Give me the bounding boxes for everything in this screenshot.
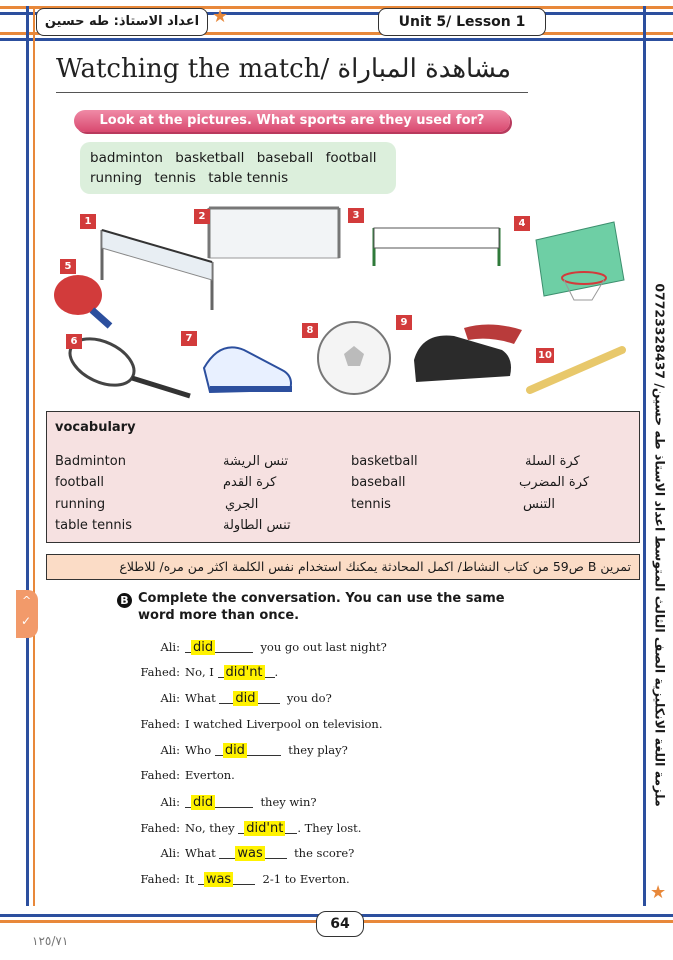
vocab-ar: تنس الريشة: [223, 454, 289, 469]
word: badminton: [90, 150, 163, 166]
vocab-en: table tennis: [55, 518, 133, 533]
speaker: Ali:: [160, 795, 180, 809]
speaker: Ali:: [160, 846, 180, 860]
left-frame-line-inner: [33, 6, 35, 906]
speaker: Fahed:: [140, 665, 180, 679]
basketball-hoop-icon: [536, 222, 624, 300]
picture-number: 7: [181, 331, 197, 346]
line-text: you go out last night?: [260, 640, 387, 654]
page-number: 64: [316, 911, 364, 937]
vocab-ar: كرة المضرب: [519, 475, 590, 490]
title-underline: [56, 92, 528, 93]
left-frame-line: [26, 6, 29, 906]
teacher-label: اعداد الاستاذ: طه حسين: [36, 8, 208, 36]
line-text: What: [185, 691, 216, 705]
picture-number: 8: [302, 323, 318, 338]
star-icon: ★: [212, 6, 229, 27]
vocabulary-heading: vocabulary: [55, 420, 136, 435]
exercise-badge: B: [117, 593, 132, 608]
sidebar: [647, 190, 673, 900]
line-text: No, I: [185, 665, 214, 679]
right-frame-line: [643, 6, 646, 906]
picture-number: 10: [536, 348, 554, 363]
word: running: [90, 170, 143, 186]
line-text: .: [274, 665, 279, 679]
picture-number: 9: [396, 315, 412, 330]
football-boot-icon: [414, 324, 522, 382]
badminton-net-icon: [102, 230, 212, 310]
football-goal-icon: [209, 208, 339, 258]
word: football: [325, 150, 377, 166]
table-tennis-bat-icon: [54, 275, 110, 326]
running-shoe-icon: [204, 347, 292, 392]
check-icon: ✓: [21, 614, 32, 628]
line-text: . They lost.: [297, 821, 362, 835]
instruction-banner: Look at the pictures. What sports are they used for?: [74, 110, 510, 132]
page-title: Watching the match/ مشاهدة المباراة: [56, 54, 512, 84]
answer-blank: did: [235, 691, 256, 706]
line-text: No, they: [185, 821, 235, 835]
conversation-line: [130, 691, 332, 706]
header-stripe-blue-2: [0, 38, 673, 41]
conversation-line: [130, 743, 348, 758]
conversation-line: [130, 768, 235, 782]
vocab-en: tennis: [351, 497, 391, 512]
chevron-up-icon: ^: [22, 594, 32, 607]
sports-pictures: [44, 200, 640, 408]
picture-number: 3: [348, 208, 364, 223]
conversation-line: [130, 665, 278, 680]
star-icon-right: ★: [650, 882, 667, 903]
speaker: Ali:: [160, 640, 180, 654]
line-text: the score?: [294, 846, 355, 860]
speaker: Ali:: [160, 691, 180, 705]
conversation-line: [130, 846, 354, 861]
answer-blank: did'nt: [246, 821, 284, 836]
side-tab: [16, 590, 38, 638]
vocabulary-box: [46, 411, 640, 543]
answer-blank: did'nt: [225, 665, 263, 680]
picture-number: 4: [514, 216, 530, 231]
conversation-line: [130, 821, 361, 836]
tennis-net-icon: [374, 228, 499, 266]
line-text: What: [185, 846, 216, 860]
football-icon: [318, 322, 390, 394]
footer-note: ١٢٥/٧١: [32, 934, 69, 948]
answer-blank: was: [205, 872, 232, 887]
answer-blank: was: [237, 846, 263, 861]
vocab-ar: التنس: [523, 497, 555, 512]
answer-blank: did: [224, 743, 245, 758]
word: table tennis: [208, 170, 289, 186]
sidebar-text: ملزمة اللغة الانكليزية الصف الثالث المتوسط اعداد الاستاذ طه حسين/ 07723328437: [652, 283, 668, 807]
line-text: I watched Liverpool on television.: [185, 717, 383, 731]
conversation-line: [130, 795, 317, 810]
vocab-en: football: [55, 475, 105, 490]
vocab-en: Badminton: [55, 454, 126, 469]
answer-blank: did: [193, 795, 214, 810]
vocab-ar: تنس الطاولة: [223, 518, 291, 533]
conversation-line: [130, 872, 350, 887]
speaker: Fahed:: [140, 717, 180, 731]
vocab-ar: كرة السلة: [525, 454, 580, 469]
speaker: Fahed:: [140, 872, 180, 886]
task-instruction: Complete the conversation. You can use the same word more than once.: [138, 591, 505, 623]
vocab-en: basketball: [351, 454, 418, 469]
line-text: you do?: [286, 691, 332, 705]
word: tennis: [154, 170, 196, 186]
conversation-line: [130, 640, 387, 655]
line-text: Who: [185, 743, 212, 757]
vocab-ar: كرة القدم: [223, 475, 277, 490]
vocab-en: baseball: [351, 475, 406, 490]
word: basketball: [175, 150, 245, 166]
picture-number: 2: [194, 209, 210, 224]
answer-blank: did: [193, 640, 214, 655]
exercise-note: تمرين B ص59 من كتاب النشاط/ اكمل المحادثة يمكنك استخدام نفس الكلمة اكثر من مره/ للاطلاع: [46, 554, 640, 580]
line-text: they win?: [260, 795, 317, 809]
speaker: Fahed:: [140, 821, 180, 835]
speaker: Ali:: [160, 743, 180, 757]
line-text: 2-1 to Everton.: [262, 872, 350, 886]
word-bank: [80, 142, 396, 194]
lesson-label: Unit 5/ Lesson 1: [378, 8, 546, 36]
conversation-line: [130, 717, 382, 731]
word: baseball: [256, 150, 314, 166]
picture-number: 1: [80, 214, 96, 229]
speaker: Fahed:: [140, 768, 180, 782]
picture-number: 6: [66, 334, 82, 349]
line-text: they play?: [288, 743, 348, 757]
line-text: Everton.: [185, 768, 235, 782]
picture-number: 5: [60, 259, 76, 274]
vocab-en: running: [55, 497, 106, 512]
line-text: It: [185, 872, 195, 886]
vocab-ar: الجري: [225, 497, 259, 512]
